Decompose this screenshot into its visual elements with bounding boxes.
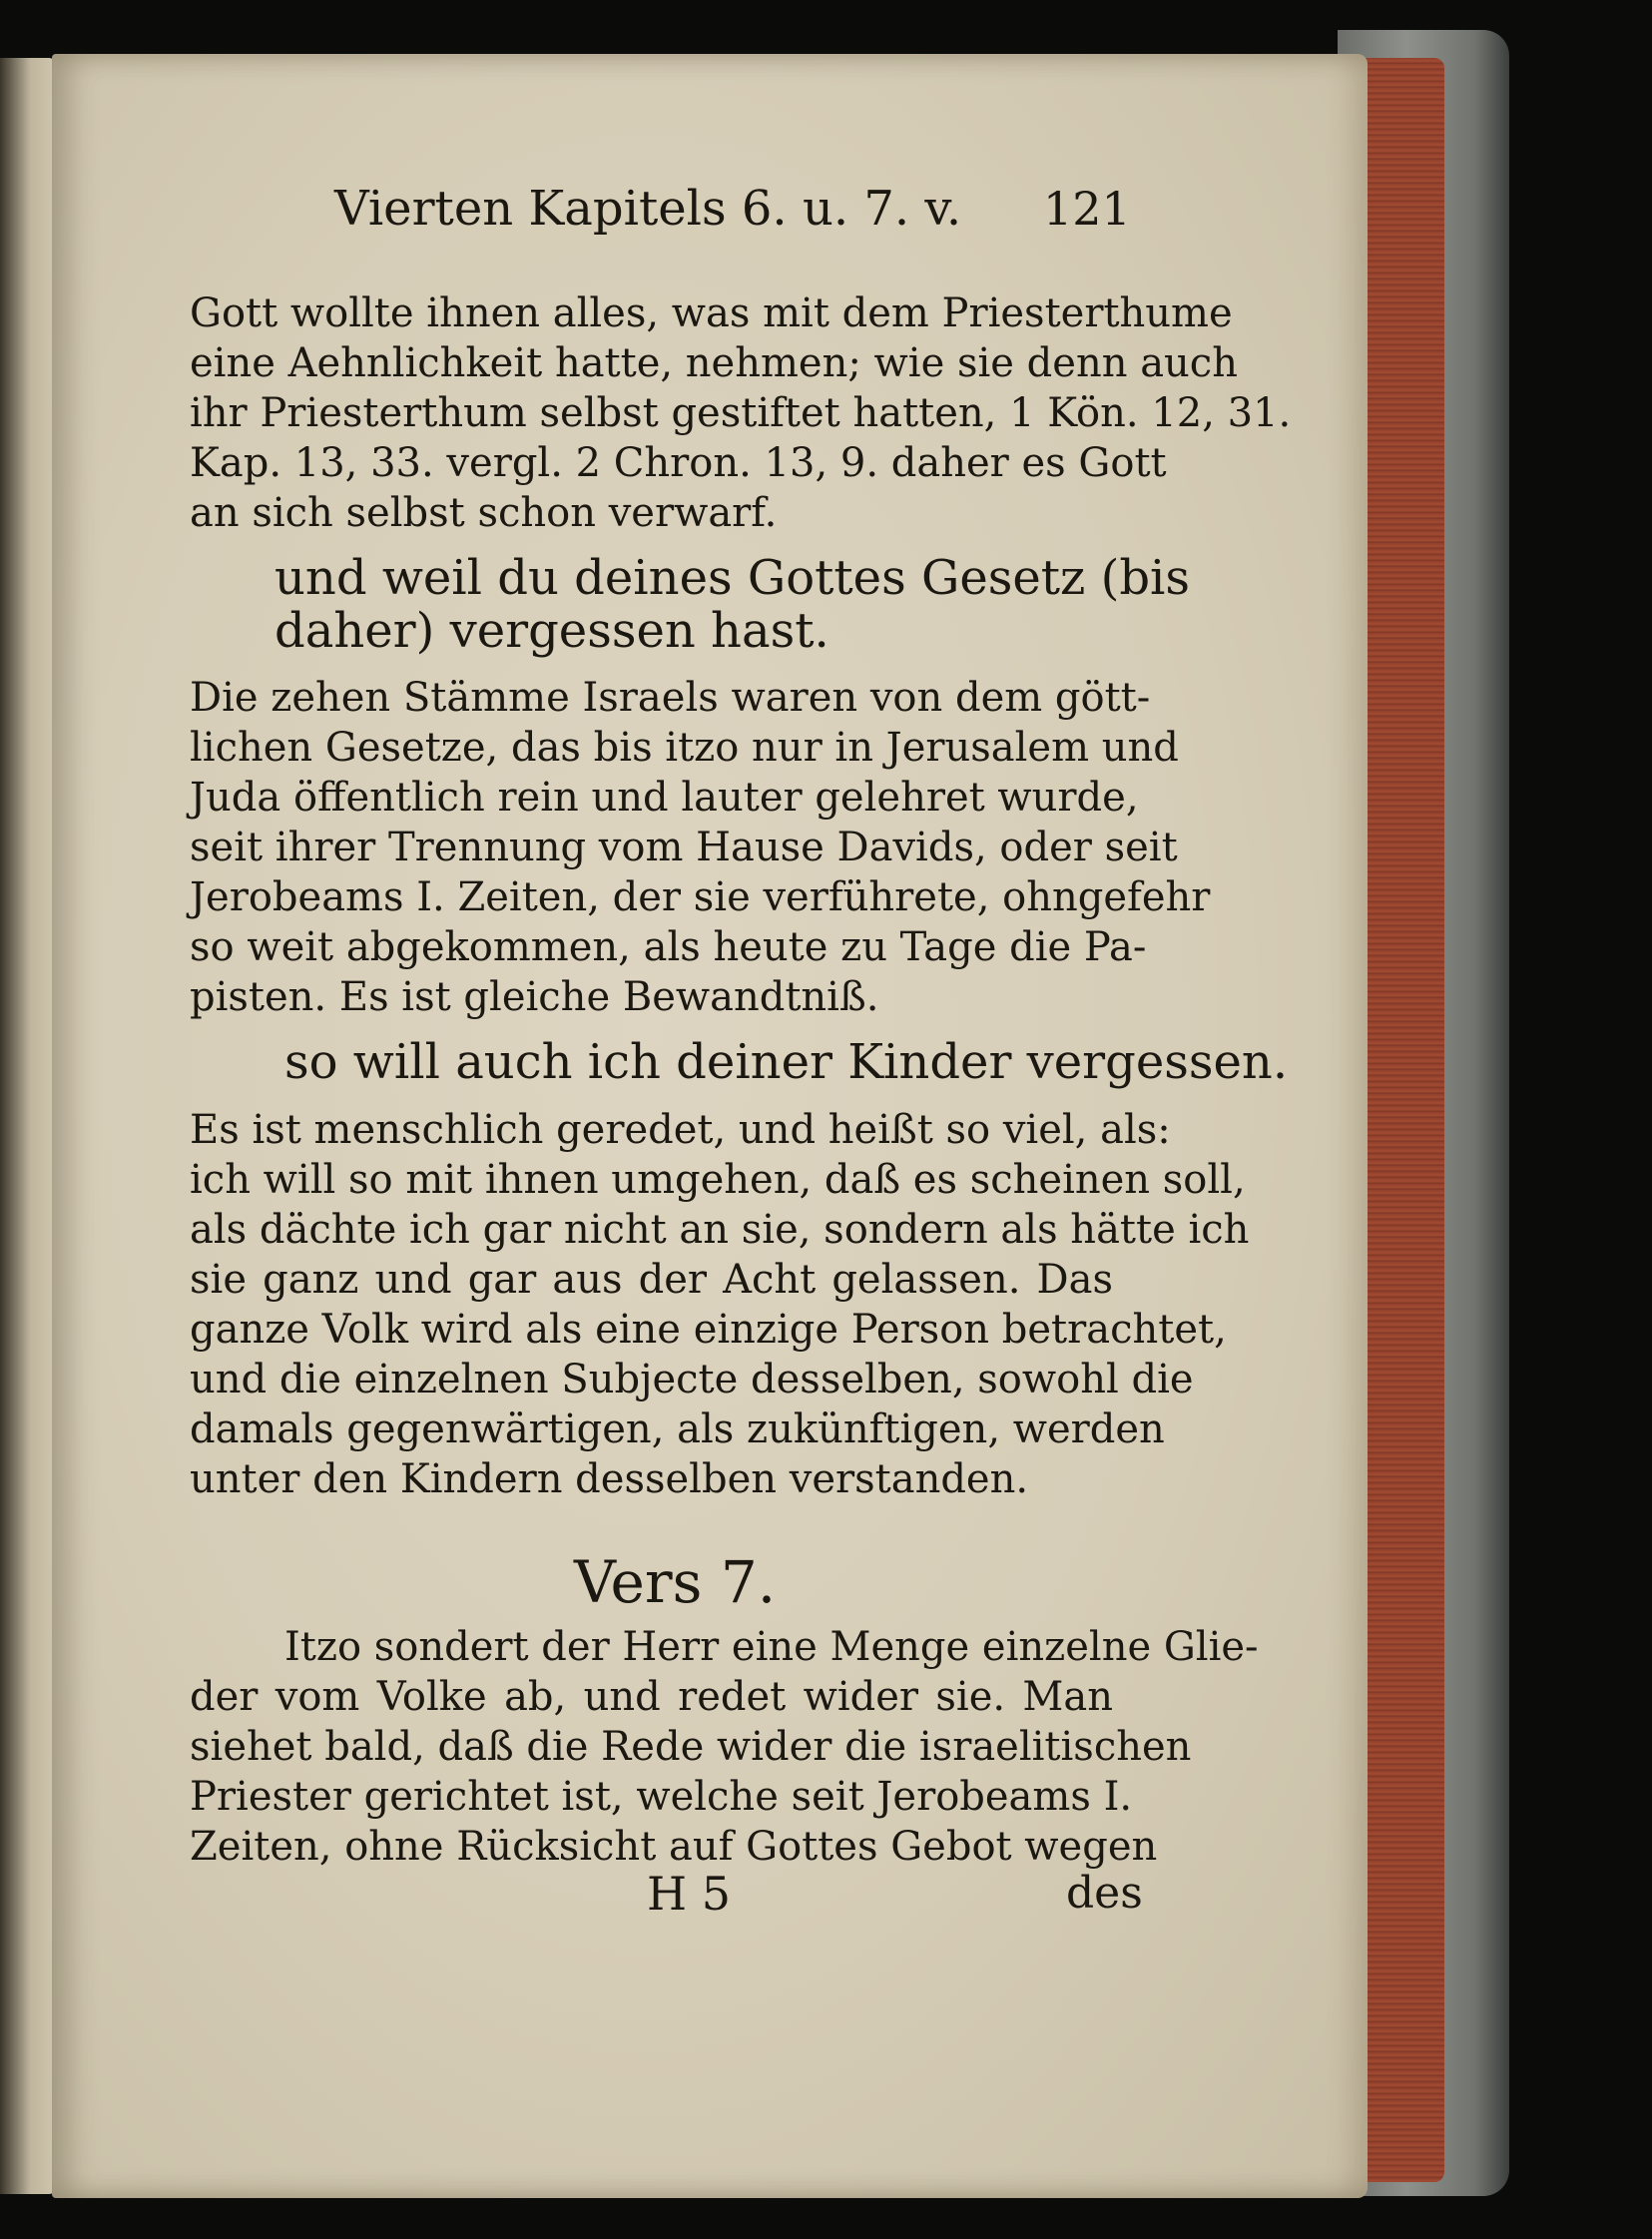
text-line: Jerobeams I. Zeiten, der sie verführete, ohngefehr: [190, 874, 1211, 920]
facing-page-edge: [0, 58, 55, 2194]
text-line: sie ganz und gar aus der Acht gelassen. Das: [190, 1257, 1113, 1303]
text-line: ganze Volk wird als eine einzige Person betrachtet,: [190, 1307, 1227, 1353]
text-line: als dächte ich gar nicht an sie, sondern als hätte ich: [190, 1207, 1250, 1253]
text-line: eine Aehnlichkeit hatte, nehmen; wie sie denn auch: [190, 340, 1238, 386]
catchword: des: [1066, 1868, 1143, 1919]
text-line: so weit abgekommen, als heute zu Tage die Pa-: [190, 924, 1147, 970]
text-line: unter den Kindern desselben verstanden.: [190, 1456, 1029, 1502]
text-line: der vom Volke ab, und redet wider sie. Man: [190, 1674, 1113, 1720]
text-line: Priester gerichtet ist, welche seit Jerobeams I.: [190, 1774, 1133, 1820]
text-line: siehet bald, daß die Rede wider die israelitischen: [190, 1724, 1192, 1770]
text-line: Gott wollte ihnen alles, was mit dem Priesterthume: [190, 290, 1233, 336]
text-line: damals gegenwärtigen, als zukünftigen, werden: [190, 1406, 1165, 1452]
page-number: 121: [1043, 182, 1131, 236]
verse-heading-line: und weil du deines Gottes Gesetz (bis: [275, 550, 1191, 606]
text-line: Juda öffentlich rein und lauter gelehret wurde,: [190, 775, 1139, 821]
text-line: und die einzelnen Subjecte desselben, sowohl die: [190, 1357, 1194, 1402]
verse-heading-line: daher) vergessen hast.: [275, 603, 829, 659]
text-line: Es ist menschlich geredet, und heißt so viel, als:: [190, 1107, 1171, 1153]
text-line: lichen Gesetze, das bis itzo nur in Jerusalem und: [190, 725, 1179, 771]
text-line: pisten. Es ist gleiche Bewandtniß.: [190, 974, 879, 1020]
text-line: Die zehen Stämme Israels waren von dem gött-: [190, 675, 1151, 721]
running-title: Vierten Kapitels 6. u. 7. v.: [334, 181, 962, 237]
page-block-edge: [1360, 58, 1444, 2182]
text-line: ihr Priesterthum selbst gestiftet hatten, 1 Kön. 12, 31.: [190, 390, 1292, 436]
text-line: ich will so mit ihnen umgehen, daß es scheinen soll,: [190, 1157, 1246, 1203]
text-line: Zeiten, ohne Rücksicht auf Gottes Gebot wegen: [190, 1824, 1158, 1870]
signature-mark: H 5: [647, 1867, 732, 1921]
text-line: Kap. 13, 33. vergl. 2 Chron. 13, 9. daher es Gott: [190, 440, 1167, 486]
section-heading-vers: Vers 7.: [574, 1548, 777, 1616]
text-line: seit ihrer Trennung vom Hause Davids, oder seit: [190, 825, 1178, 870]
text-line: an sich selbst schon verwarf.: [190, 490, 778, 536]
text-line: Itzo sondert der Herr eine Menge einzelne Glie-: [284, 1624, 1259, 1670]
verse-heading-line: so will auch ich deiner Kinder vergessen.: [284, 1034, 1289, 1090]
